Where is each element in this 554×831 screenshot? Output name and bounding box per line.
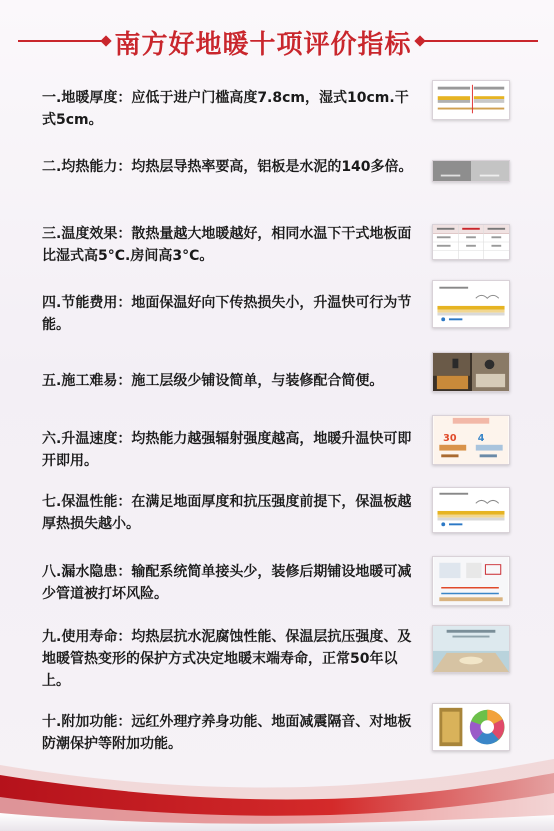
criterion-8: [42, 561, 422, 605]
criterion-3-text: 三.温度效果：散热量越大地暖越好，相同水温下干式地板面比湿式高5°C.房间高3°C。: [42, 226, 412, 264]
page-title: 南方好地暖十项评价指标: [114, 30, 412, 60]
energy-saving-diagram-icon: [432, 280, 510, 328]
criterion-7-text: 七.保温性能：在满足地面厚度和抗压强度前提下，保温板越厚热损失越小。: [42, 494, 412, 532]
criterion-1: [42, 87, 422, 131]
criterion-3: [42, 223, 422, 267]
criterion-5-text: 五.施工难易：施工层级少铺设简单，与装修配合简便。: [42, 373, 384, 389]
heating-speed-illustration-icon: [432, 415, 510, 465]
heat-conduction-comparison-icon: [432, 160, 510, 182]
construction-photo-icon: [432, 352, 510, 392]
criterion-9: [42, 626, 422, 692]
title-decoration-right: [420, 40, 538, 42]
svg-text:4: 4: [477, 432, 485, 444]
title-decoration-left: [18, 40, 106, 42]
criterion-6-text: 六.升温速度：均热能力越强辐射强度越高，地暖升温快可即开即用。: [42, 431, 412, 469]
pipe-system-illustration-icon: [432, 556, 510, 606]
insulation-diagram-icon: [432, 487, 510, 533]
criterion-6: [42, 428, 422, 472]
criterion-9-text: 九.使用寿命：均热层抗水泥腐蚀性能、保温层抗压强度、及地暖管热变形的保护方式决定地暖末端寿命，正常50年以上。: [42, 629, 412, 689]
criterion-5: [42, 370, 422, 392]
criterion-4-text: 四.节能费用：地面保温好向下传热损失小，升温快可行为节能。: [42, 295, 412, 333]
criterion-7: [42, 491, 422, 535]
bottom-wave-decoration: [0, 735, 554, 831]
floor-thickness-diagram-icon: [432, 80, 510, 120]
lifespan-room-illustration-icon: [432, 625, 510, 673]
criterion-4: [42, 292, 422, 336]
criterion-8-text: 八.漏水隐患：输配系统简单接头少，装修后期铺设地暖可减少管道被打坏风险。: [42, 564, 412, 602]
criterion-1-text: 一.地暖厚度：应低于进户门槛高度7.8cm，湿式10cm.干式5cm。: [42, 90, 409, 128]
criterion-2: [42, 156, 422, 178]
criterion-10-text: 十.附加功能：远红外理疗养身功能、地面减震隔音、对地板防潮保护等附加功能。: [42, 714, 412, 752]
criterion-2-text: 二.均热能力：均热层导热率要高，铝板是水泥的140多倍。: [42, 159, 413, 175]
svg-text:30: 30: [443, 432, 457, 444]
temperature-comparison-table-icon: [432, 224, 510, 260]
